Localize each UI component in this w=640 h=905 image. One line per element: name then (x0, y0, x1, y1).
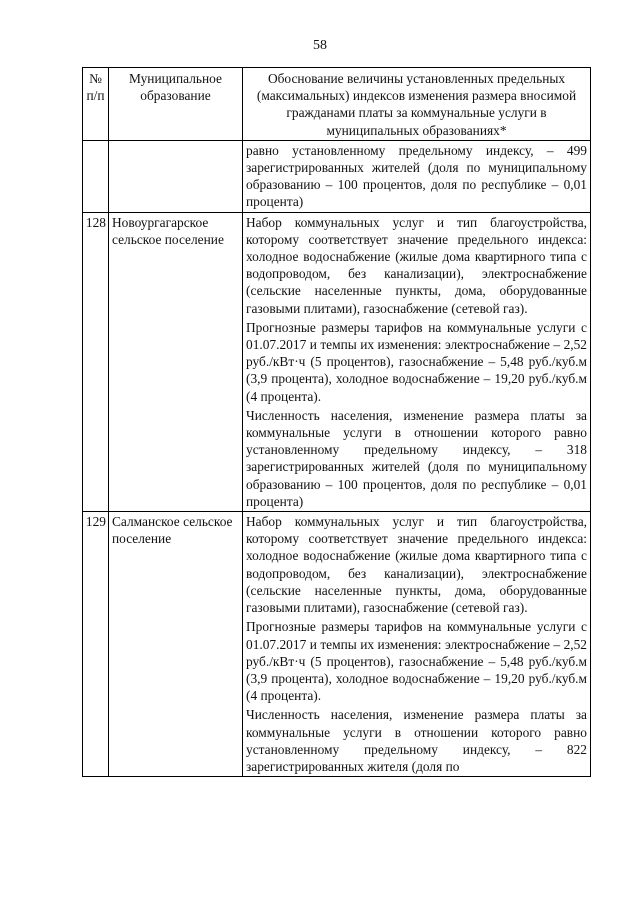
row-num: 128 (83, 212, 109, 511)
header-municipality: Муниципальное образование (109, 68, 243, 141)
row-justification (243, 212, 591, 511)
justification-paragraph: Прогнозные размеры тарифов на коммунальные услуги с 01.07.2017 и темпы их изменения: электроснабжение – 2,52 руб./кВт·ч (5 процентов), газоснабжение – 5,48 руб./куб.м (3,9 процента), холодное водоснабжение – 19,20 руб./куб.м (4 процента). (246, 619, 587, 704)
justification-paragraph: Набор коммунальных услуг и тип благоустройства, которому соответствует значение предельного индекса: холодное водоснабжение (жилые дома квартирного типа с водопроводом, без канализации), электроснабжение (сельские населенные пункты, дома, оборудованные газовыми плитами), газоснабжение (сетевой газ). (246, 214, 587, 316)
row-num (83, 140, 109, 212)
justification-paragraph: Численность населения, изменение размера платы за коммунальные услуги в отношении которого равно установленному предельному индексу, – 822 зарегистрированных жителя (доля по (246, 707, 587, 774)
row-municipality: Салманское сельское поселение (109, 512, 243, 777)
row-justification (243, 512, 591, 777)
page-number: 58 (313, 38, 327, 53)
row-municipality (109, 140, 243, 212)
row-municipality: Новоургагарское сельское поселение (109, 212, 243, 511)
table-row (83, 140, 591, 212)
row-num: 129 (83, 512, 109, 777)
tariff-index-table (82, 67, 591, 777)
justification-paragraph: Численность населения, изменение размера платы за коммунальные услуги в отношении которого равно установленному предельному индексу, – 318 зарегистрированных жителей (доля по муниципальному образованию – 100 процентов, доля по республике – 0,01 процента) (246, 407, 587, 509)
table-header-row (83, 68, 591, 141)
header-justification: Обоснование величины установленных предельных (максимальных) индексов изменения размера вносимой гражданами платы за коммунальные услуги в муниципальных образованиях* (243, 68, 591, 141)
justification-paragraph: Набор коммунальных услуг и тип благоустройства, которому соответствует значение предельного индекса: холодное водоснабжение (жилые дома квартирного типа с водопроводом, без канализации), электроснабжение (сельские населенные пункты, дома, оборудованные газовыми плитами), газоснабжение (сетевой газ). (246, 514, 587, 616)
header-num: № п/п (83, 68, 109, 141)
justification-paragraph: равно установленному предельному индексу, – 499 зарегистрированных жителей (доля по муниципальному образованию – 100 процентов, доля по республике – 0,01 процента) (246, 142, 587, 210)
row-justification (243, 140, 591, 212)
justification-paragraph: Прогнозные размеры тарифов на коммунальные услуги с 01.07.2017 и темпы их изменения: электроснабжение – 2,52 руб./кВт·ч (5 процентов), газоснабжение – 5,48 руб./куб.м (3,9 процента), холодное водоснабжение – 19,20 руб./куб.м (4 процента). (246, 319, 587, 404)
table-row (83, 212, 591, 511)
table-row (83, 512, 591, 777)
